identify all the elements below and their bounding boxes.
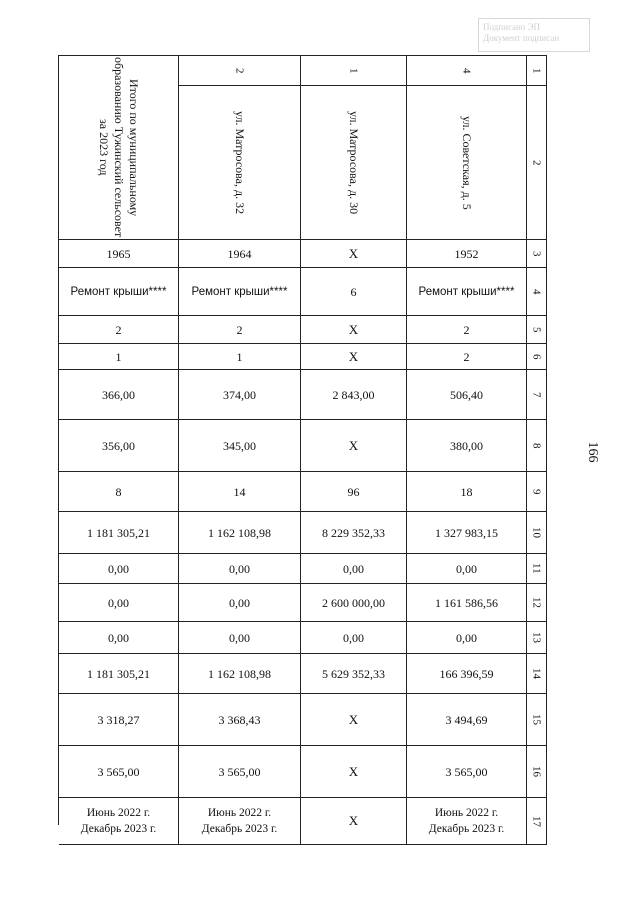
table-cell: 3 565,00 [179, 746, 301, 798]
document-stamp [478, 18, 590, 52]
table-cell: 6 [301, 268, 407, 316]
table-cell: 374,00 [179, 370, 301, 420]
column-number: 1 [301, 56, 407, 86]
table-cell: 96 [301, 472, 407, 512]
table-cell: 356,00 [59, 420, 179, 472]
total-header: Итого по муниципальному образованию Тужинский сельсовет за 2023 год [59, 56, 179, 240]
row-number: 9 [527, 472, 547, 512]
table-cell: 14 [179, 472, 301, 512]
table-cell: 0,00 [407, 622, 527, 654]
row-number: 3 [527, 240, 547, 268]
table-cell: 18 [407, 472, 527, 512]
stamp-line: Подписано ЭП [483, 22, 541, 32]
table-cell: 8 [59, 472, 179, 512]
table-cell: 5 629 352,33 [301, 654, 407, 694]
table-cell: 1952 [407, 240, 527, 268]
table-cell: 3 494,69 [407, 694, 527, 746]
table-cell: 1 161 586,56 [407, 584, 527, 622]
table-cell: 0,00 [407, 554, 527, 584]
page-number: 166 [585, 441, 600, 463]
stamp-line: Документ подписан [483, 33, 560, 43]
table-cell: 2 [179, 316, 301, 344]
row-number: 6 [527, 344, 547, 370]
address-header: ул. Матросова, д. 32 [179, 86, 301, 240]
table-cell: 8 229 352,33 [301, 512, 407, 554]
table-cell: 1 181 305,21 [59, 654, 179, 694]
table-cell: 0,00 [179, 622, 301, 654]
row-number: 5 [527, 316, 547, 344]
row-number: 12 [527, 584, 547, 622]
address-header: ул. Матросова, д. 30 [301, 86, 407, 240]
table-cell: 0,00 [59, 554, 179, 584]
table-cell: Ремонт крыши**** [179, 268, 301, 316]
table-cell: 1965 [59, 240, 179, 268]
address-header: ул. Советская, д. 5 [407, 86, 527, 240]
table-cell: 2 [59, 316, 179, 344]
table-cell: 345,00 [179, 420, 301, 472]
table-cell: 0,00 [301, 554, 407, 584]
table-cell: 0,00 [59, 584, 179, 622]
table-cell: 2 843,00 [301, 370, 407, 420]
table-cell: 3 565,00 [59, 746, 179, 798]
table-cell: X [301, 316, 407, 344]
table-cell: 3 368,43 [179, 694, 301, 746]
table-cell: 1 [179, 344, 301, 370]
table-cell: 2 [407, 316, 527, 344]
data-table [58, 55, 547, 835]
row-number: 1 [527, 56, 547, 86]
table-cell: Ремонт крыши**** [59, 268, 179, 316]
table-cell: X [301, 694, 407, 746]
table-cell: 506,40 [407, 370, 527, 420]
row-number: 17 [527, 798, 547, 845]
table-cell: X [301, 798, 407, 845]
table-cell: 1964 [179, 240, 301, 268]
table-cell: Июнь 2022 г. Декабрь 2023 г. [59, 798, 179, 845]
column-number: 4 [407, 56, 527, 86]
table-cell: 0,00 [179, 584, 301, 622]
table-cell: 1 162 108,98 [179, 512, 301, 554]
table-cell: Июнь 2022 г. Декабрь 2023 г. [179, 798, 301, 845]
table-cell: 0,00 [59, 622, 179, 654]
table-cell: 166 396,59 [407, 654, 527, 694]
table-cell: Ремонт крыши**** [407, 268, 527, 316]
table-cell: 366,00 [59, 370, 179, 420]
row-number: 2 [527, 86, 547, 240]
row-number: 8 [527, 420, 547, 472]
row-number: 7 [527, 370, 547, 420]
row-number: 15 [527, 694, 547, 746]
table-cell: X [301, 420, 407, 472]
row-number: 14 [527, 654, 547, 694]
table-cell: 1 327 983,15 [407, 512, 527, 554]
table-cell: 2 [407, 344, 527, 370]
table-cell: 380,00 [407, 420, 527, 472]
table-cell: 3 565,00 [407, 746, 527, 798]
table-cell: 1 162 108,98 [179, 654, 301, 694]
table-cell: 1 [59, 344, 179, 370]
column-number: 2 [179, 56, 301, 86]
table-cell: 1 181 305,21 [59, 512, 179, 554]
row-number: 4 [527, 268, 547, 316]
table-cell: 0,00 [179, 554, 301, 584]
table-cell: X [301, 344, 407, 370]
row-number: 11 [527, 554, 547, 584]
table-cell: Июнь 2022 г. Декабрь 2023 г. [407, 798, 527, 845]
row-number: 10 [527, 512, 547, 554]
table-cell: X [301, 240, 407, 268]
table-cell: 0,00 [301, 622, 407, 654]
table-cell: 2 600 000,00 [301, 584, 407, 622]
row-number: 16 [527, 746, 547, 798]
table-cell: 3 318,27 [59, 694, 179, 746]
row-number: 13 [527, 622, 547, 654]
table-cell: X [301, 746, 407, 798]
